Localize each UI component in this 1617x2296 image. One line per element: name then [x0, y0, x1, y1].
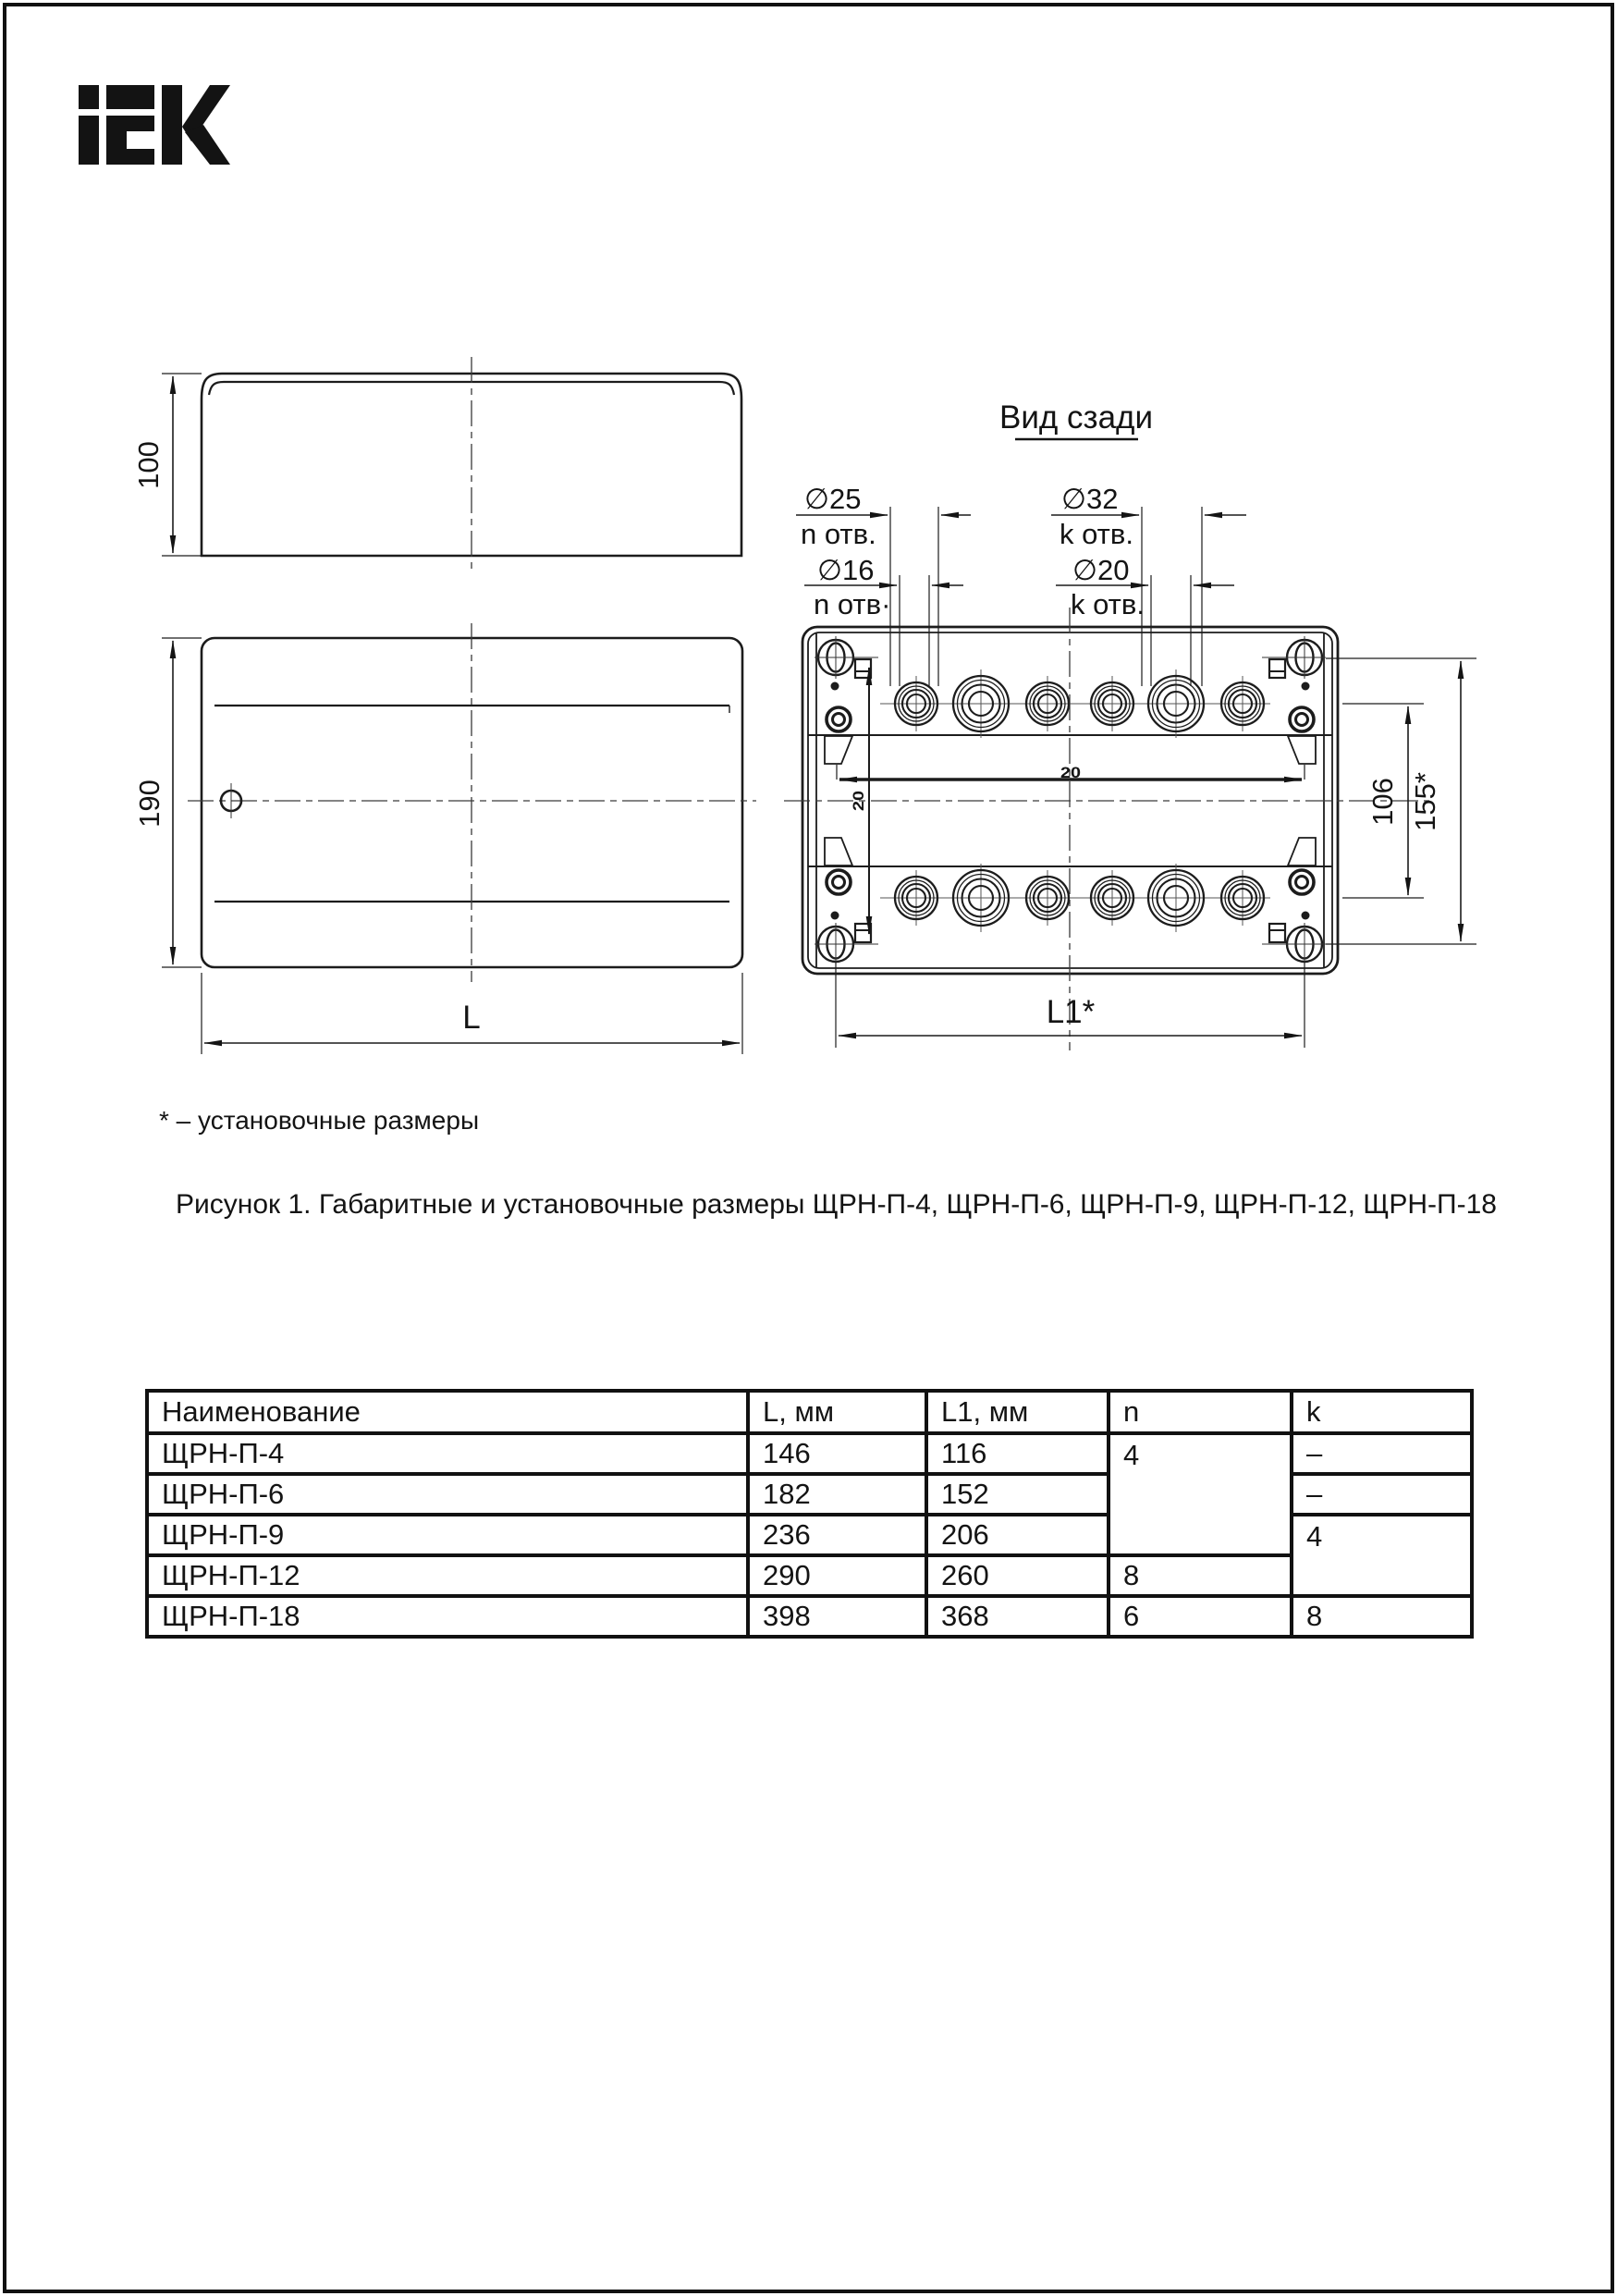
logo-e-top-bar	[106, 85, 154, 109]
knockout-small	[1215, 870, 1270, 926]
cell-k: 4	[1292, 1515, 1472, 1596]
knockout-large	[947, 864, 1015, 932]
cell-k: –	[1292, 1474, 1472, 1515]
knockout-small	[888, 870, 944, 926]
dim-l1-label: L1*	[1046, 994, 1096, 1030]
cell-n: 4	[1109, 1433, 1292, 1555]
dim-tiny-horizontal: 20	[1060, 764, 1081, 781]
logo-k-lower-arm	[185, 125, 230, 165]
dia25-label: ∅25	[804, 483, 862, 515]
cell-l1: 116	[926, 1433, 1109, 1474]
dia32-qty-label: k отв.	[1060, 518, 1133, 550]
knockout-large	[947, 669, 1015, 738]
dia25-qty-label: n отв.	[801, 518, 876, 550]
knockout-small	[1020, 676, 1075, 731]
logo-k-stem	[162, 85, 182, 165]
din-claw	[825, 736, 852, 764]
mount-bottom-right	[1262, 870, 1326, 965]
dim-155-label: 155*	[1409, 772, 1441, 831]
knockout-small	[1215, 676, 1270, 731]
dim-tiny-vertical: 20	[850, 793, 867, 811]
dia20-qty-label: k отв.	[1071, 588, 1145, 620]
header-l1: L1, мм	[926, 1391, 1109, 1433]
header-l: L, мм	[748, 1391, 926, 1433]
header-name: Наименование	[147, 1391, 748, 1433]
figure-caption: Рисунок 1. Габаритные и установочные размеры ЩРН-П-4, ЩРН-П-6, ЩРН-П-9, ЩРН-П-12, ЩРН-П-18	[176, 1189, 1497, 1220]
table-header-row	[147, 1391, 1472, 1433]
side-view	[162, 357, 741, 571]
cell-l: 146	[748, 1433, 926, 1474]
header-n: n	[1109, 1391, 1292, 1433]
knockout-small	[1084, 676, 1140, 731]
knockout-small	[1020, 870, 1075, 926]
logo-e-spine	[106, 116, 127, 165]
footnote: * – установочные размеры	[159, 1106, 480, 1135]
rear-view-title: Вид сзади	[998, 399, 1154, 436]
cell-n: 8	[1109, 1555, 1292, 1596]
dim-106-label: 106	[1366, 778, 1399, 826]
din-claw	[1288, 838, 1316, 866]
cell-l: 182	[748, 1474, 926, 1515]
cell-name: ЩРН-П-6	[147, 1474, 748, 1515]
front-width-dim: L	[462, 1000, 481, 1036]
cell-name: ЩРН-П-18	[147, 1596, 748, 1637]
cell-k: 8	[1292, 1596, 1472, 1637]
logo-e-mid-arm	[127, 116, 154, 131]
dia32-label: ∅32	[1061, 483, 1119, 515]
cell-name: ЩРН-П-12	[147, 1555, 748, 1596]
table-row	[147, 1555, 1472, 1596]
cell-n: 6	[1109, 1596, 1292, 1637]
table-row	[147, 1596, 1472, 1637]
side-height-dim: 100	[132, 441, 165, 489]
cell-l1: 206	[926, 1515, 1109, 1555]
knockout-small	[1084, 870, 1140, 926]
cell-l: 398	[748, 1596, 926, 1637]
dia16-qty-label: n отв·	[814, 588, 891, 620]
din-claw	[825, 838, 852, 866]
front-height-dim: 190	[133, 780, 165, 828]
cell-name: ЩРН-П-4	[147, 1433, 748, 1474]
cell-k: –	[1292, 1433, 1472, 1474]
rear-view-body	[784, 608, 1429, 1050]
dimensions-table	[145, 1389, 1474, 1639]
cell-l1: 260	[926, 1555, 1109, 1596]
logo-e-bottom-arm	[127, 149, 154, 165]
iek-logo	[79, 85, 230, 165]
cell-l1: 368	[926, 1596, 1109, 1637]
knockout-large	[1142, 864, 1210, 932]
dia20-label: ∅20	[1072, 554, 1130, 586]
logo-i-dot	[79, 85, 99, 109]
mount-top-right	[1262, 636, 1326, 731]
dia16-label: ∅16	[817, 554, 875, 586]
cell-l: 290	[748, 1555, 926, 1596]
header-k: k	[1292, 1391, 1472, 1433]
logo-i-stem	[79, 116, 99, 165]
table-row	[147, 1433, 1472, 1474]
front-view	[162, 623, 756, 1054]
knockout-large	[1142, 669, 1210, 738]
cell-l: 236	[748, 1515, 926, 1555]
cell-name: ЩРН-П-9	[147, 1515, 748, 1555]
cell-l1: 152	[926, 1474, 1109, 1515]
din-claw	[1288, 736, 1316, 764]
knockout-small	[888, 676, 944, 731]
